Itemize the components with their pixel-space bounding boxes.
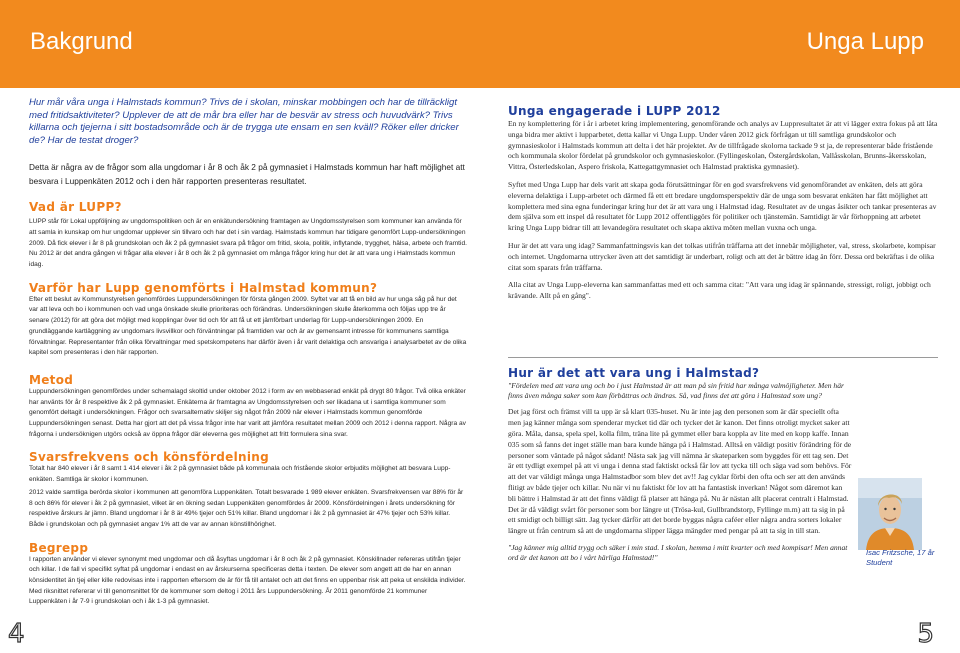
body-varfor-lupp: Efter ett beslut av Kommunstyrelsen genomfördes Luppundersökningen för första gången 2009. Syftet var att få en bild av hur unga såg på hur det var att leva och bo i kommunen och vad unga önskade skulle prioriteras och förändras. Undersökningen skulle återkomma och följas upp tre år senare (2012) för att göra det möjligt med kopplingar över tid och för att få ut ett jämförbart underlag för Lupp-undersökningen 2009. En grundläggande kartläggning av ungdomars livsvillkor och förväntningar på framtiden var och är av gemensamt intresse för kommunens samtliga förvaltningar. Representanter från olika förvaltningar med spetskompetens har därför även i år varit delaktiga och ansvariga i analysarbetet av de olika kapitel som presenteras i den här rapporten.: [29, 295, 467, 357]
body-halmstad: Det jag först och främst vill ta upp är så klart 035-huset. Nu är inte jag den personen som är där speciellt ofta men jag känner många som spenderar mycket tid där och tycker det är kanon. Det finns otroligt mycket saker att göra. Måla, dansa, spela spel, kolla film, träna lite på gymmet eller bara koppla av lite med en kopp kaffe. Innan 035 som så fanns det inget ställe man bara kunde hänga på i Halmstad. Alltså en väldigt positiv förändring för de personer som väntade på något sådant! Nästa sak jag vill nämna är skateparken som byggdes för ett tag sen. Det är ett tydligt exempel på att vi unga i denna stad faktiskt också får lov att tycka till och säga vad som behövs. För att det var väldigt många unga Halmstadbor som blev det av!! Jag cyklar förbi den ofta och ser att den används flitigt av både tjejer och killar. Nu när vi nu faktiskt för lov att ha fantastisk inverkan! Något som däremot kan bli bättre i Halmstad är att det finns väldigt få platser att hänga på. Nu är nästan allt placerat centralt i Halmstad. Det är då väldigt svårt för personer som bor längre ut (Trösa-kul, Gullbrandstorp, Fyllinge m.m) att ta sig in på ett smidigt och billigt sätt. Jag tycker därför att det borde byggas några caféer eller några andra sorters lokaler längre ut från centrum så att de ungdomarna slipper lägga mängder med pengar på att ta sig in till stan.: [508, 407, 852, 536]
right-lower-column: [508, 366, 852, 563]
page-number-left: 4: [8, 619, 25, 649]
intro-questions: Hur mår våra unga i Halmstads kommun? Trivs de i skolan, minskar mobbingen och har de tillräckligt med fritidsaktiviteter? Upplever de att de mår bra eller har de besvär av stress och huvudvärk? Trivs killarna och tjejerna i sitt bostadsområde och är de trygga ute ensam en sen kväll? Röker eller dricker de? Har de testat droger?: [29, 97, 459, 146]
body-vad-ar-lupp: LUPP står för Lokal uppföljning av ungdomspolitiken och är en enkätundersökning framtagen av Ungdomsstyrelsen som kommuner kan använda för att samla in kunskap om hur ungdomar upplever sin tillvaro och har det i sin vardag. Halmstads kommun har tidigare genomfört Lupp-undersökningen 2009. Då fick elever i år 8 på grundskolan och åk 2 på gymnasiet svara på frågor om fritid, skola, politik, inflytande, trygghet, hälsa, arbete och framtid. Nu 2012 är det andra gången vi frågar alla elever i år 8 och åk 2 på gymnasiet om många frågor kring hur det är att vara ung i Halmstads kommun idag.: [29, 218, 467, 268]
heading-varfor-lupp: Varför har Lupp genomförts i Halmstad kommun?: [29, 280, 378, 295]
opening-quote: "Fördelen med att vara ung och bo i just Halmstad är att man på sin fritid har många valmöjligheter. Men här finns även många saker som kan förbättras och ändras. Så, vad finns det att göra i Halmstad som ung?: [508, 381, 844, 401]
body-syftet: Syftet med Unga Lupp har dels varit att skapa goda förutsättningar för en god svarsfrekvens vid genomförandet av enkäten, dels att göra eleverna delaktiga i Lupp-arbetet och därmed få ett ett bredare ungdomsperspektiv där de unga som besvarat enkäten har fått möjlighet att komplettera med sina egna funderingar kring hur det är att vara ung i Halmstad idag. Resultatet av de ungas åsikter och tankar presenteras av dem själva som ett inspel då resultatet för Lupp 2012 offentliggörs för politiker och tjänstemän. Samtidigt är vår förhoppning att arbetet kring Unga Lupp bidrar till att levandegöra resultatet och skapa aktiva möten mellan vuxna och unga.: [508, 179, 937, 233]
lead-paragraph: Detta är några av de frågor som alla ungdomar i år 8 och åk 2 på gymnasiet i Halmstads kommun har haft möjlighet att besvara i Luppenkäten 2012 och i den här rapporten presenteras resultatet.: [29, 162, 465, 186]
heading-metod: Metod: [29, 372, 74, 387]
heading-unga-engagerade: Unga engagerade i LUPP 2012: [508, 104, 721, 118]
closing-quote: "Jag känner mig alltid trygg och säker i min stad. I skolan, hemma i mitt kvarter och med kompisar! Men annat ord är det kanon att bo i vårt härliga Halmstad!": [508, 542, 848, 563]
body-alla-citat: Alla citat av Unga Lupp-eleverna kan sammanfattas med ett och samma citat: "Att vara ung idag är spännande, stressigt, roligt, jobbigt och krävande. Allt på en gång".: [508, 280, 931, 301]
heading-vad-ar-lupp: Vad är LUPP?: [29, 200, 122, 215]
right-column: [508, 104, 938, 302]
report-title: Unga Lupp: [806, 28, 924, 55]
body-svarsfrekvens-2: 2012 valde samtliga berörda skolor i kommunen att genomföra Luppenkäten. Totalt besvarade 1 989 elever enkäten. Svarsfrekvensen var 88% för år 8 och 86% för elever i åk 2 på gymnasiet, vilket är en ökning sedan Luppenkäten genomfördes år 2009. Könsfördelningen i årets undersökning för respektive årskurs är jämn. Bland ungdomar i år 8 är 49% tjejer och 51% killar. Bland ungdomar i åk 2 på gymnasiet är 47% tjejer och 53% killar. Både i grundskolan och på gymnasiet angav 1% att de var av annan könstillhörighet.: [29, 488, 464, 528]
body-metod: Luppundersökningen genomfördes under schemalagd skoltid under oktober 2012 i form av en webbaserad enkät på drygt 80 frågor. Två olika enkäter har använts för år 8 respektive åk 2 på gymnasiet. Enkäterna är framtagna av Ungdomsstyrelsen och ser likadana ut i samtliga kommuner som genomfört deltagit i undersökningen. Frågor och svarsalternativ skiljer sig något från 2009 när elever i Halmstads kommun genomförde Luppundersökningen senast. Detta har gjort att det på vissa frågor inte har varit att jämföra resultatet mellan 2009 och 2012 i denna rapport. Några av frågorna i undersöknigen utgörs också av öppna frågor där eleverna ges möjlighet att fritt formulera sina svar.: [29, 387, 466, 438]
body-begrepp: I rapporten använder vi elever synonymt med ungdomar och då åsyftas ungdomar i år 8 och åk 2 på gymnasiet. Könskillnader refereras utifrån tjejer och killar. I de fall vi specifikt syftat på ungdomar i endast en av årskurserna specificeras detta i texten. De elever som angett att de har en annan könsidentitet än tjej eller kille redovisas inte i rapporten eftersom de är för få till antalet och att det finns en uppenbar risk att peka ut enskilda individer. Med riksnittet refererar vi till genomsnittet för de kommuner som deltog i 2011 års Luppundersökning. År 2011 genomförde 21 kommuner Luppenkäten i år 7-9 i grundskolan och i åk 1-3 på gymnasiet.: [29, 555, 466, 606]
section-divider: [508, 357, 938, 358]
heading-hur-ar-det-halmstad: Hur är det att vara ung i Halmstad?: [508, 366, 760, 380]
header-banner: [0, 0, 960, 88]
page-number-right: 5: [917, 619, 934, 649]
heading-svarsfrekvens: Svarsfrekvens och könsfördelning: [29, 450, 269, 465]
body-svarsfrekvens: Totalt har 840 elever i år 8 samt 1 414 elever i åk 2 på gymnasiet både på kommunala och fristående skolor erbjudits möjlighet att besvara Lupp-enkäten. Samtliga är skolor i kommunen.: [29, 465, 451, 484]
section-title: Bakgrund: [30, 28, 133, 55]
heading-begrepp: Begrepp: [29, 540, 89, 555]
body-unga-engagerade: En ny komplettering för i år i arbetet kring implementering, genomförande och analys av Luppresultatet är att vi lägger extra fokus på att låta unga bidra mer aktivt i lupparbetet, detta kallar vi Unga Lupp. Under våren 2012 gick förfrågan ut till samtliga grundskolor och gymnasieskolor i Halmstads kommun att delta i det här projektet. Av de tillfrågade skolorna tackade 9 st ja, de representerar både fristående och kommunala skolor fördelat på grundskolor och gymnasieskolor. (Fyllingeskolan, Östergårdskolan, Vallåsskolan, Brunns-åkersskolan, Vittra, Österledskolan, Aspero friskola, Kattegattgymnasiet och Halmstad praktiska gymnasiet).: [508, 119, 938, 172]
portrait-photo: [858, 478, 922, 550]
left-column: [29, 97, 467, 608]
body-hur-ar-det: Hur är det att vara ung idag? Sammanfattningsvis kan det tolkas utifrån träffarna att det innebär möjligheter, val, stress, skolarbete, kompisar och internet. Ungdomarna uttrycker även att det samtidigt är underbart, roligt och att det är bättre idag än förr. Dessa ord bekräftas i de olika citat som sparats från träffarna.: [508, 240, 936, 272]
photo-caption: Isac Fritzsche, 17 år Student: [866, 548, 935, 567]
